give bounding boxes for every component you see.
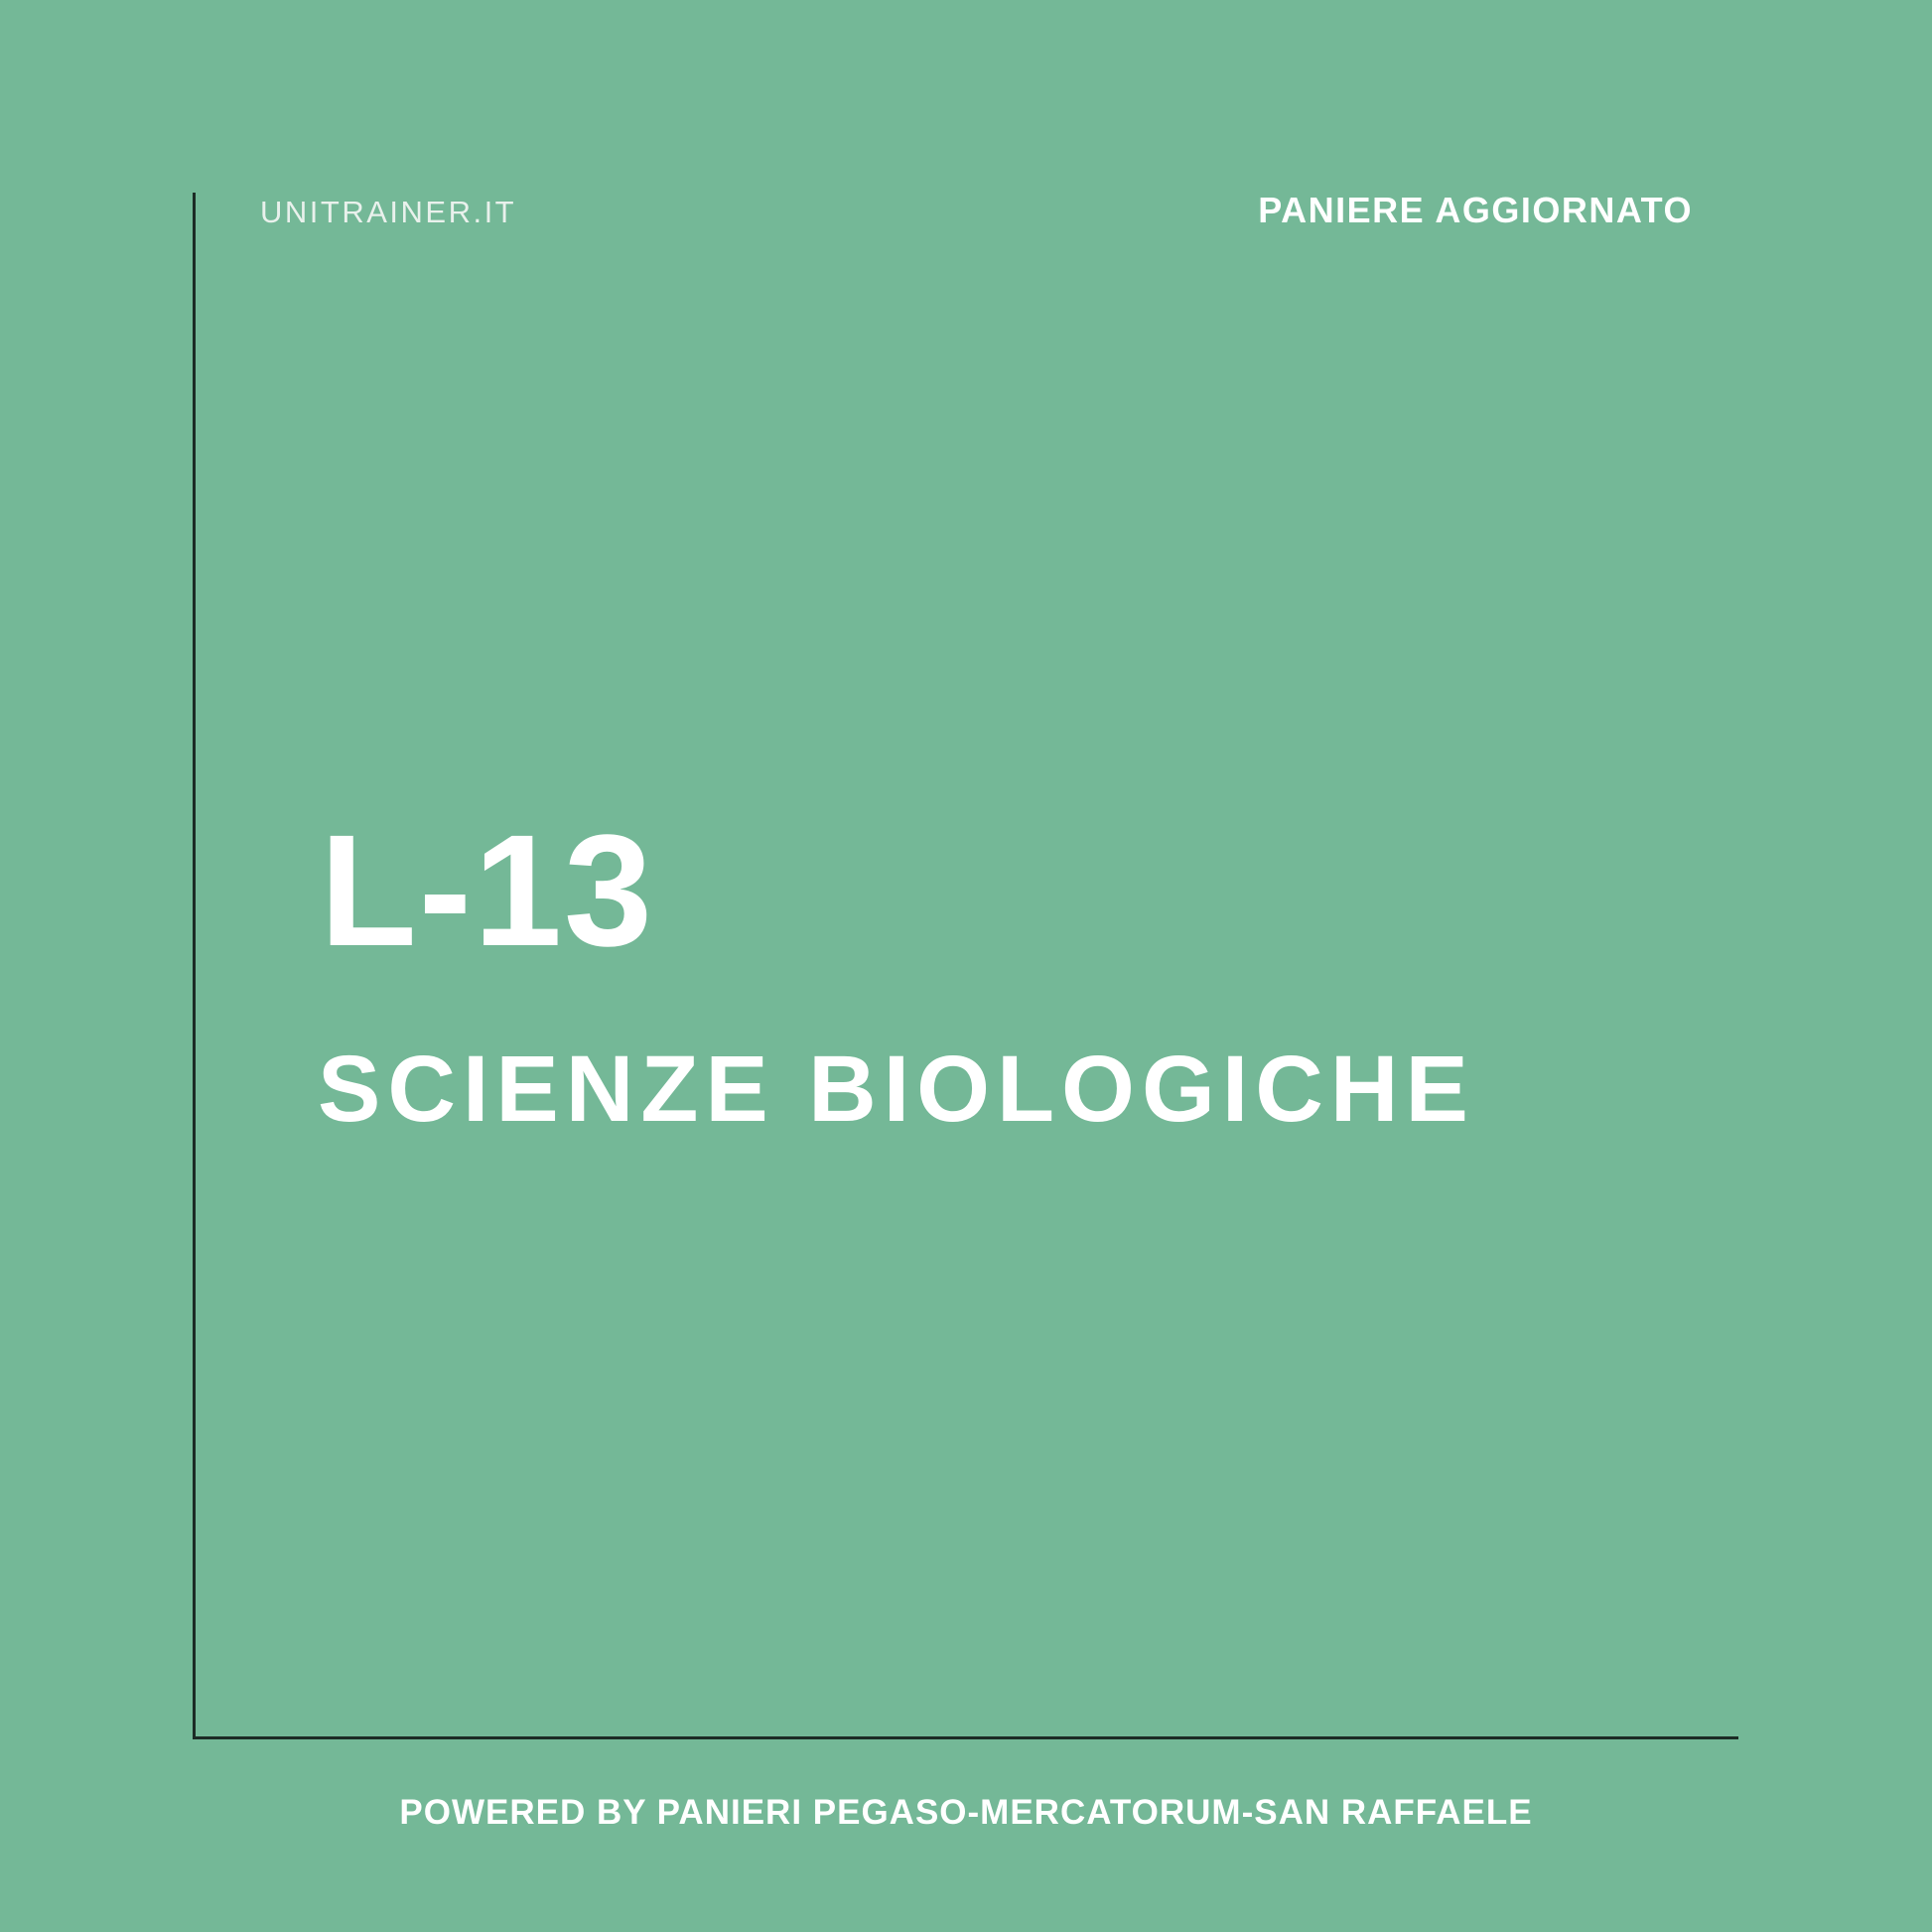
footer-credit: POWERED BY PANIERI PEGASO-MERCATORUM-SAN RAFFAELE — [399, 1793, 1533, 1832]
frame-bottom-line — [193, 1736, 1738, 1739]
badge-label: PANIERE AGGIORNATO — [1258, 190, 1693, 230]
degree-code: L-13 — [320, 801, 654, 979]
degree-name: SCIENZE BIOLOGICHE — [318, 1036, 1475, 1142]
site-label: UNITRAINER.IT — [260, 195, 517, 229]
frame-left-line — [193, 193, 196, 1739]
